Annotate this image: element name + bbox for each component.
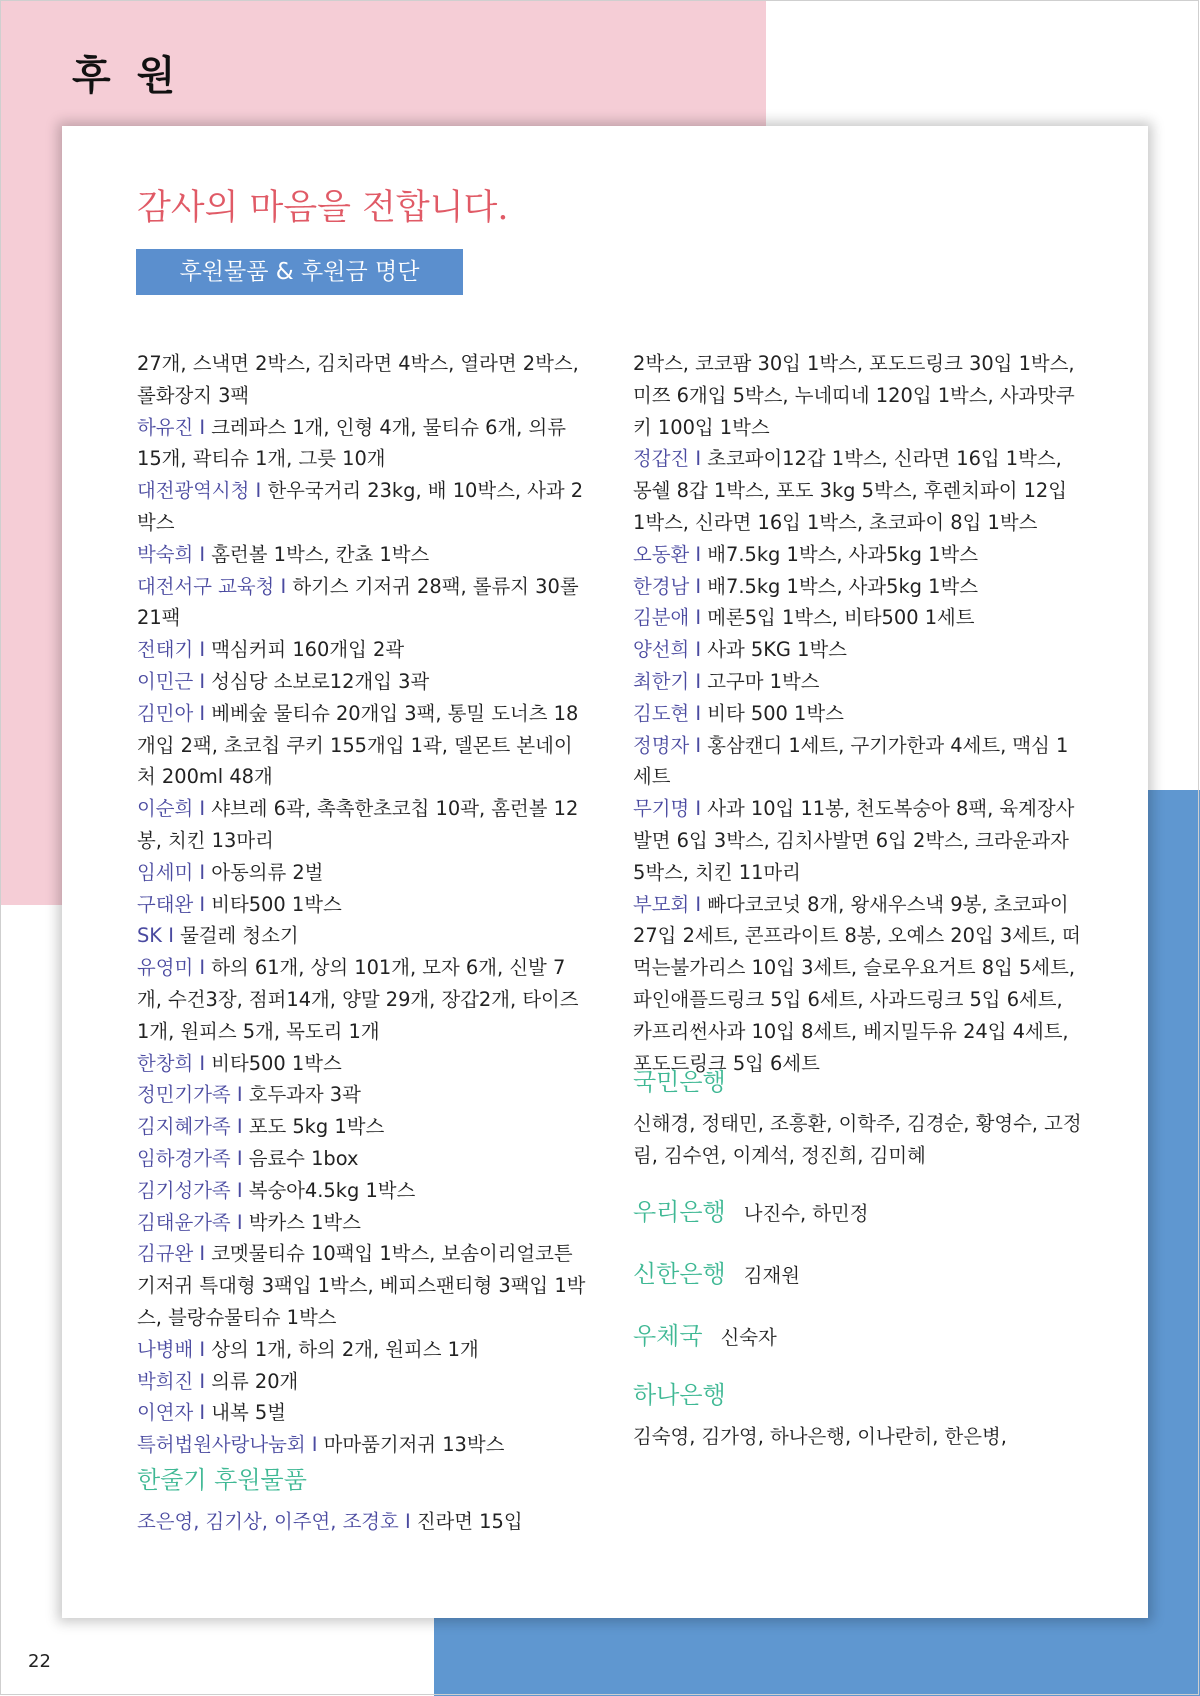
separator: I: [193, 1369, 212, 1393]
donated-items: 비타500 1박스: [211, 892, 342, 916]
separator: I: [230, 1083, 249, 1107]
bank-shinhan-names: 김재원: [743, 1264, 800, 1287]
donor-name: 오동환: [633, 542, 690, 566]
separator: I: [689, 447, 708, 471]
donor-entry: [137, 348, 587, 412]
donated-items: 호두과자 3곽: [248, 1083, 361, 1107]
donated-items: 코멧물티슈 10팩입 1박스, 보솜이리얼코튼기저귀 특대형 3팩입 1박스, 베피스팬티형 3팩입 1박스, 블랑슈물티슈 1박스: [137, 1242, 586, 1329]
donor-name: 김기성가족: [137, 1178, 231, 1202]
separator: I: [689, 669, 708, 693]
separator: I: [193, 1051, 212, 1075]
donated-items: 하기스 기저귀 28팩, 롤류지 30롤 21팩: [137, 574, 579, 630]
donor-name: 특허법원사랑나눔회: [137, 1433, 306, 1457]
donor-entry: [137, 666, 587, 698]
donor-name: 구태완: [137, 892, 194, 916]
donor-entry: [137, 1429, 587, 1461]
donor-name: 유영미: [137, 956, 194, 980]
donor-name: 양선희: [633, 638, 690, 662]
donor-entry: [137, 1397, 587, 1429]
separator: I: [230, 1210, 249, 1234]
page-number: 22: [28, 1651, 51, 1672]
donor-name: 한경남: [633, 574, 690, 598]
left-donor-column: [137, 348, 587, 1461]
donor-name: 김민아: [137, 701, 194, 725]
donor-name: 무기명: [633, 797, 690, 821]
bank-woori: [633, 1196, 1093, 1228]
donated-items: 배7.5kg 1박스, 사과5kg 1박스: [707, 542, 978, 566]
donated-items: 크레파스 1개, 인형 4개, 물티슈 6개, 의류 15개, 곽티슈 1개, 그릇 10개: [137, 415, 566, 471]
donor-entry: [137, 1366, 587, 1398]
donor-entry: [633, 793, 1083, 888]
separator: I: [689, 574, 708, 598]
donor-entry: [137, 1334, 587, 1366]
donated-items: 하의 61개, 상의 101개, 모자 6개, 신발 7개, 수건3장, 점퍼14개, 양말 29개, 장갑2개, 타이즈 1개, 원피스 5개, 목도리 1개: [137, 956, 579, 1043]
separator: I: [689, 606, 708, 630]
separator: I: [162, 924, 181, 948]
donated-items: 상의 1개, 하의 2개, 원피스 1개: [211, 1337, 479, 1361]
donated-items: 초코파이12갑 1박스, 신라면 16입 1박스, 몽쉘 8갑 1박스, 포도 3kg 5박스, 후렌치파이 12입 1박스, 신라면 16입 1박스, 초코파이 8입 1박스: [633, 447, 1068, 534]
donor-name: 대전서구 교육청: [137, 574, 275, 598]
separator: I: [689, 542, 708, 566]
donor-entry: [137, 1079, 587, 1111]
donor-entry: [137, 1238, 587, 1333]
donated-items: 홍삼캔디 1세트, 구기가한과 4세트, 맥심 1세트: [633, 733, 1069, 789]
separator: I: [689, 892, 708, 916]
donated-items: 고구마 1박스: [707, 669, 820, 693]
separator: I: [689, 638, 708, 662]
donated-items: 2박스, 코코팜 30입 1박스, 포도드링크 30입 1박스, 미쯔 6개입 5박스, 누네띠네 120입 1박스, 사과맛쿠키 100입 1박스: [633, 352, 1075, 439]
donor-entry: [137, 412, 587, 476]
donated-items: 의류 20개: [211, 1369, 299, 1393]
separator: I: [193, 1242, 212, 1266]
separator: I: [404, 1510, 411, 1533]
content-card: [62, 126, 1148, 1618]
bank-shinhan-title: 신한은행: [633, 1260, 726, 1288]
donated-items: 성심당 소보로12개입 3곽: [211, 669, 430, 693]
donated-items: 샤브레 6곽, 촉촉한초코칩 10곽, 홈런볼 12봉, 치킨 13마리: [137, 797, 579, 852]
donor-entry: [137, 1143, 587, 1175]
donor-entry: [137, 920, 587, 952]
donor-name: 최한기: [633, 669, 690, 693]
donor-entry: [633, 730, 1083, 794]
donor-name: 임하경가족: [137, 1146, 231, 1170]
bank-hana: [633, 1379, 1093, 1453]
donor-name: 김지혜가족: [137, 1115, 231, 1139]
thanks-heading: 감사의 마음을 전합니다.: [137, 188, 509, 228]
separator: I: [230, 1115, 249, 1139]
donated-items: 물걸레 청소기: [180, 924, 299, 948]
donor-entry: [137, 571, 587, 635]
bank-kookmin-names: 신해경, 정태민, 조흥환, 이학주, 김경순, 황영수, 고정림, 김수연, 이계석, 정진희, 김미혜: [633, 1112, 1082, 1167]
donor-name: 나병배: [137, 1337, 194, 1361]
donated-items: 사과 5KG 1박스: [707, 638, 847, 662]
donor-entry: [633, 666, 1083, 698]
donated-items: 아동의류 2벌: [211, 860, 324, 884]
donor-entry: [137, 539, 587, 571]
hanjulgi-items: 진라면 15입: [416, 1510, 523, 1533]
donor-entry: [633, 698, 1083, 730]
donor-list-label-text: 후원물품 & 후원금 명단: [179, 259, 420, 285]
separator: I: [193, 542, 212, 566]
separator: I: [193, 956, 212, 980]
right-donor-column: [633, 348, 1083, 1079]
donated-items: 빠다코코넛 8개, 왕새우스낵 9봉, 초코파이 27입 2세트, 콘프라이트 8봉, 오예스 20입 3세트, 떠먹는불가리스 10입 3세트, 슬로우요거트 8입 5세트, 파인애플드링크 5입 6세트, 사과드링크 5입 6세트, 카프리썬사과 10입 8세트, 베지밀두유 24입 4세트, 포도드링크 5입 6세트: [633, 892, 1081, 1075]
bank-post-title: 우체국: [633, 1322, 703, 1350]
donor-name: 이민근: [137, 669, 194, 693]
donated-items: 배7.5kg 1박스, 사과5kg 1박스: [707, 574, 978, 598]
donated-items: 내복 5벌: [211, 1401, 286, 1425]
donor-entry: [633, 634, 1083, 666]
donor-entry: [137, 1111, 587, 1143]
separator: I: [274, 574, 293, 598]
separator: I: [230, 1146, 249, 1170]
donated-items: 비타 500 1박스: [707, 701, 844, 725]
separator: I: [193, 638, 212, 662]
section-title: 후 원: [72, 53, 182, 99]
donated-items: 음료수 1box: [248, 1146, 359, 1170]
donor-name: 이연자: [137, 1401, 194, 1425]
donor-name: 김도현: [633, 701, 690, 725]
bank-hana-names: 김숙영, 김가영, 하나은행, 이나란히, 한은병,: [633, 1425, 1007, 1448]
bank-hana-title: 하나은행: [633, 1381, 726, 1409]
donated-items: 복숭아4.5kg 1박스: [248, 1178, 416, 1202]
donor-entry: [633, 539, 1083, 571]
donated-items: 박카스 1박스: [248, 1210, 361, 1234]
separator: I: [689, 701, 708, 725]
bank-woori-names: 나진수, 하민정: [743, 1202, 869, 1225]
donated-items: 마마품기저귀 13박스: [323, 1433, 505, 1457]
donor-entry: [137, 634, 587, 666]
donor-entry: [137, 1175, 587, 1207]
separator: I: [249, 479, 268, 503]
donor-name: 정민기가족: [137, 1083, 231, 1107]
donated-items: 맥심커피 160개입 2곽: [211, 638, 405, 662]
donor-name: 임세미: [137, 860, 194, 884]
hanjulgi-names: 조은영, 김기상, 이주연, 조경호: [137, 1510, 399, 1533]
separator: I: [193, 1401, 212, 1425]
bank-shinhan: [633, 1258, 1093, 1290]
donor-entry: [137, 857, 587, 889]
hanjulgi-group: [137, 1464, 587, 1538]
separator: I: [230, 1178, 249, 1202]
donor-entry: [137, 1207, 587, 1239]
donor-name: 전태기: [137, 638, 194, 662]
donor-entry: [633, 571, 1083, 603]
donor-name: 부모회: [633, 892, 690, 916]
donated-items: 메론5입 1박스, 비타500 1세트: [707, 606, 975, 630]
donor-name: 김태윤가족: [137, 1210, 231, 1234]
donor-name: 이순희: [137, 797, 194, 821]
hanjulgi-entry: [137, 1506, 587, 1538]
donated-items: 비타500 1박스: [211, 1051, 342, 1075]
donor-name: 정갑진: [633, 447, 690, 471]
donor-entry: [137, 475, 587, 539]
donor-name: 김분애: [633, 606, 690, 630]
separator: I: [305, 1433, 324, 1457]
donor-entry: [137, 1048, 587, 1080]
donor-entry: [137, 889, 587, 921]
donor-entry: [633, 602, 1083, 634]
donor-name: 정명자: [633, 733, 690, 757]
donor-name: 박숙희: [137, 542, 194, 566]
donated-items: 27개, 스낵면 2박스, 김치라면 4박스, 열라면 2박스, 롤화장지 3팩: [137, 352, 579, 407]
separator: I: [193, 415, 212, 439]
donor-entry: [633, 348, 1083, 443]
donor-entry: [137, 793, 587, 857]
separator: I: [689, 733, 708, 757]
separator: I: [193, 1337, 212, 1361]
bank-post: [633, 1320, 1093, 1352]
bank-kookmin-title: 국민은행: [633, 1068, 726, 1096]
donor-name: SK: [137, 924, 163, 948]
donor-entry: [137, 698, 587, 793]
bank-post-names: 신숙자: [720, 1326, 777, 1349]
donor-name: 김규완: [137, 1242, 194, 1266]
donor-entry: [633, 889, 1083, 1080]
donated-items: 사과 10입 11봉, 천도복숭아 8팩, 육계장사발면 6입 3박스, 김치사발면 6입 2박스, 크라운과자 5박스, 치킨 11마리: [633, 797, 1075, 884]
donor-name: 한창희: [137, 1051, 194, 1075]
donated-items: 한우국거리 23kg, 배 10박스, 사과 2박스: [137, 479, 584, 534]
separator: I: [193, 669, 212, 693]
bank-kookmin: [633, 1066, 1093, 1172]
separator: I: [193, 701, 212, 725]
separator: I: [193, 797, 212, 821]
separator: I: [193, 892, 212, 916]
separator: I: [193, 860, 212, 884]
separator: I: [689, 797, 708, 821]
donor-list-label: [136, 249, 463, 295]
donated-items: 홈런볼 1박스, 칸쵸 1박스: [211, 542, 430, 566]
donor-name: 대전광역시청: [137, 479, 250, 503]
donor-name: 박희진: [137, 1369, 194, 1393]
donor-entry: [633, 443, 1083, 538]
donor-entry: [137, 952, 587, 1047]
donated-items: 포도 5kg 1박스: [248, 1115, 385, 1139]
donated-items: 베베숲 물티슈 20개입 3팩, 통밀 도너츠 18개입 2팩, 초코칩 쿠키 155개입 1곽, 델몬트 본네이처 200ml 48개: [137, 701, 579, 789]
hanjulgi-title: 한줄기 후원물품: [137, 1466, 307, 1494]
donor-name: 하유진: [137, 415, 194, 439]
bank-woori-title: 우리은행: [633, 1198, 726, 1226]
